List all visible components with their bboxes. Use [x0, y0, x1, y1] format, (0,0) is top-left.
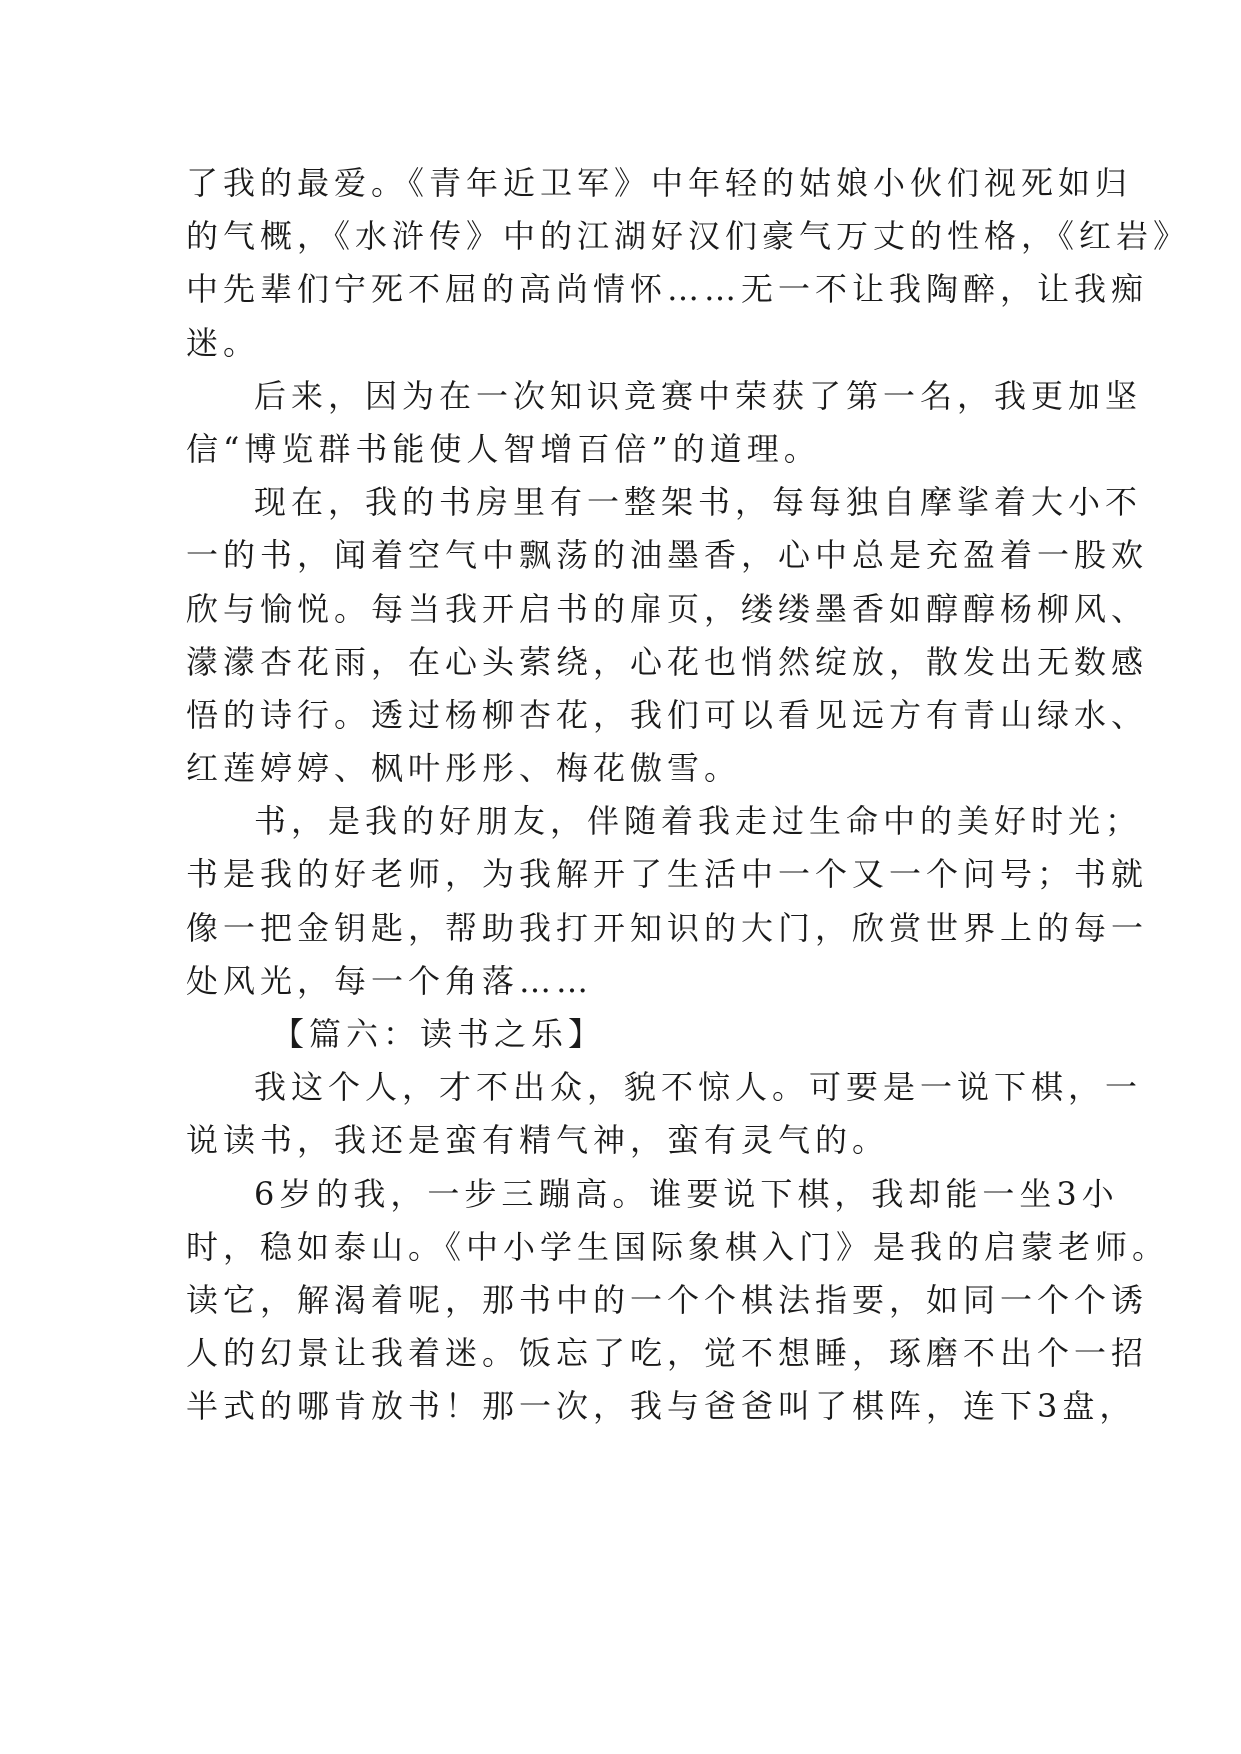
text-line-12: 红莲婷婷、枫叶彤彤、梅花傲雪。 [186, 749, 742, 788]
text-line-22: 读它，解渴着呢，那书中的一个个棋法指要，如同一个个诱 [186, 1280, 1149, 1319]
text-line-19: 说读书，我还是蛮有精气神，蛮有灵气的。 [186, 1121, 890, 1160]
text-line-3: 中先辈们宁死不屈的高尚情怀……无一不让我陶醉，让我痴 [186, 270, 1149, 309]
text-line-13: 书，是我的好朋友，伴随着我走过生命中的美好时光； [254, 802, 1143, 841]
text-line-16: 处风光，每一个角落…… [186, 961, 594, 1000]
text-line-21: 时，稳如泰山。《中小学生国际象棋入门》是我的启蒙老师。 [186, 1227, 1170, 1266]
text-line-15: 像一把金钥匙，帮助我打开知识的大门，欣赏世界上的每一 [186, 908, 1149, 947]
document-body [186, 157, 1191, 1434]
text-line-10: 濛濛杏花雨，在心头萦绕，心花也悄然绽放，散发出无数感 [186, 642, 1149, 681]
text-line-14: 书是我的好老师，为我解开了生活中一个又一个问号；书就 [186, 855, 1149, 894]
text-line-20: 6岁的我，一步三蹦高。谁要说下棋，我却能一坐3小 [254, 1174, 1119, 1213]
text-line-18: 我这个人，才不出众，貌不惊人。可要是一说下棋，一 [254, 1068, 1143, 1107]
text-line-8: 一的书，闻着空气中飘荡的油墨香，心中总是充盈着一股欢 [186, 536, 1149, 575]
text-line-2: 的气概，《水浒传》中的江湖好汉们豪气万丈的性格，《红岩》 [186, 217, 1191, 256]
text-line-24: 半式的哪肯放书！那一次，我与爸爸叫了棋阵，连下3盘， [186, 1387, 1137, 1426]
section-heading: 【篇六：读书之乐】 [272, 1015, 606, 1053]
text-line-6: 信“博览群书能使人智增百倍”的道理。 [186, 429, 821, 468]
text-line-9: 欣与愉悦。每当我开启书的扉页，缕缕墨香如醇醇杨柳风、 [186, 589, 1149, 628]
text-line-5: 后来，因为在一次知识竞赛中荣获了第一名，我更加坚 [254, 376, 1143, 415]
text-line-11: 悟的诗行。透过杨柳杏花，我们可以看见远方有青山绿水、 [186, 695, 1149, 734]
text-line-4: 迷。 [186, 323, 261, 362]
text-line-23: 人的幻景让我着迷。饭忘了吃，觉不想睡，琢磨不出个一招 [186, 1334, 1149, 1373]
text-line-1: 了我的最爱。《青年近卫军》中年轻的姑娘小伙们视死如归 [186, 164, 1133, 202]
text-line-7: 现在，我的书房里有一整架书，每每独自摩挲着大小不 [254, 483, 1143, 522]
